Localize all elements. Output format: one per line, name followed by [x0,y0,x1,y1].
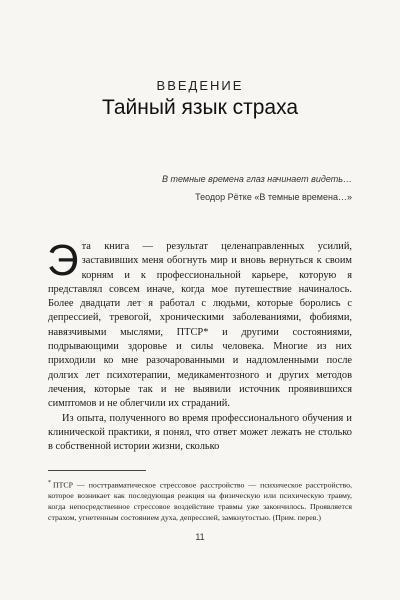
footnote-mark: * [48,480,51,486]
epigraph-attribution: Теодор Рётке «В темные времена…» [195,192,352,202]
paragraph-1 [47,236,352,412]
epigraph-quote: В темные времена глаз начинает видеть… [162,174,352,184]
footnote-divider [48,470,146,471]
chapter-title: Тайный язык страха [101,96,299,119]
paragraph-2: Из опыта, полученного во время профессионального обучения и клинической практики, я понял, что ответ может лежать не столько в собственной истории жизни, сколько [48,412,352,453]
epigraph [162,170,352,206]
footnote [48,478,352,524]
section-label: ВВЕДЕНИЕ [156,78,244,93]
page-number: 11 [195,532,205,542]
body-text [47,236,352,454]
drop-cap: Э [47,236,79,285]
paragraph-1-text: та книга — результат целенаправленных усилий, заставивших меня обогнуть мир и вновь вернуться к своим корням и к профессиональной карьере, которую я представлял совсем иначе, когда мое путешествие начиналось. Более двадцати лет я работал с людьми, которые боролись с депрессией, тревогой, хроническими заболеваниями, фобиями, навязчивыми мыслями, ПТСР* и другими состояниями, подрывающими здоровье и силы человека. Многие из них приходили ко мне разочарованными и надломленными после долгих лет психотерапии, медикаментозного и других методов лечения, которые так и не выявили источник проявившихся симптомов и не облегчили их страданий. [48,241,352,410]
footnote-text: ПТСР — посттравматическое стрессовое расстройство — психическое расстройство, которое возникает как последующая реакция на физическую или психическую травму, когда непосредственное стрессовое воздействие травмы уже закончилось. Проявляется страхом, угнетенным состоянием духа, депрессией, замкнутостью. (Прим. перев.) [48,480,352,522]
